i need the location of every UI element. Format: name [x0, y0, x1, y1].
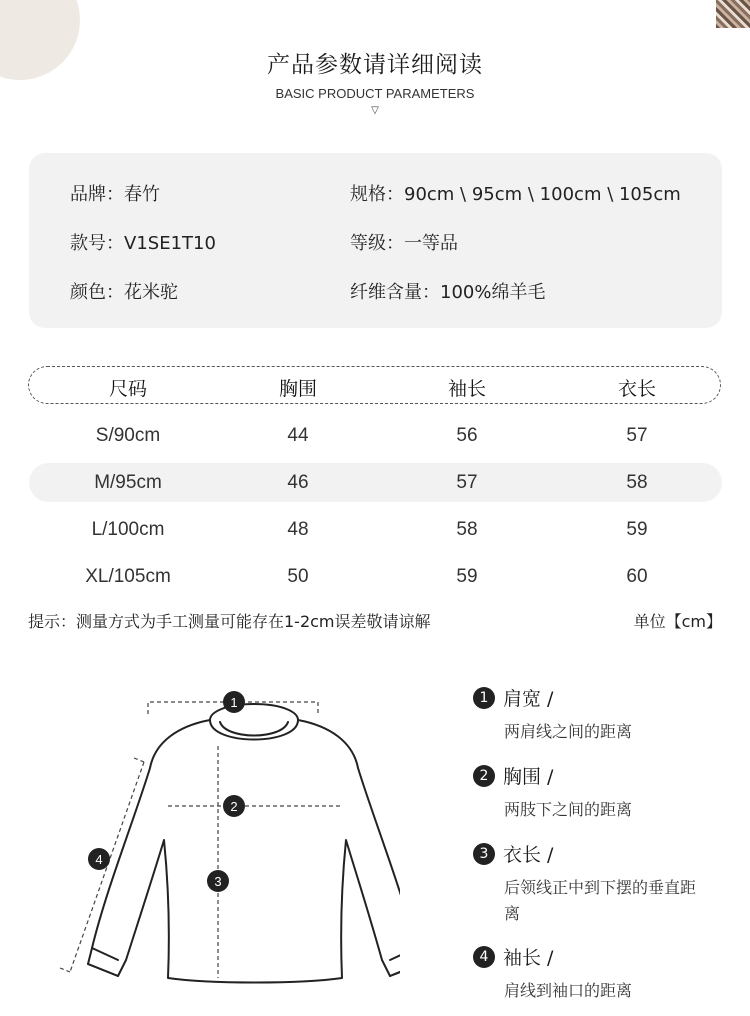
sweater-body-outline [88, 720, 400, 983]
param-model: 款号：V1SE1T10 [70, 233, 216, 254]
number-badge-icon: 1 [473, 687, 495, 709]
table-cell: 56 [456, 425, 478, 446]
svg-text:3: 3 [214, 874, 222, 889]
table-cell: 44 [287, 425, 309, 446]
param-brand: 品牌：春竹 [70, 184, 160, 205]
sweater-diagram [60, 680, 400, 1000]
left-cuff [88, 948, 118, 976]
legend-item-shoulder [473, 684, 699, 745]
table-cell: 59 [456, 566, 478, 587]
page-title: 产品参数请详细阅读 [267, 52, 483, 78]
table-cell: 50 [287, 566, 309, 587]
table-cell: 57 [456, 472, 478, 493]
svg-text:4: 4 [95, 852, 103, 867]
table-cell: 58 [626, 472, 648, 493]
svg-text:2: 2 [230, 799, 238, 814]
table-cell: 60 [626, 566, 648, 587]
table-cell: 59 [626, 519, 648, 540]
table-header-cell: 衣长 [617, 378, 656, 400]
table-cell: 58 [456, 519, 478, 540]
legend-description: 后领线正中到下摆的垂直距离 [504, 878, 697, 923]
table-header-cell: 胸围 [278, 378, 317, 400]
number-badge-icon: 3 [473, 843, 495, 865]
down-triangle-icon: ▽ [371, 105, 379, 116]
table-cell-size: XL/105cm [85, 566, 171, 587]
param-grade: 等级：一等品 [350, 233, 458, 254]
svg-text:1: 1 [230, 695, 238, 710]
page-subtitle: BASIC PRODUCT PARAMETERS [275, 86, 475, 101]
legend-item-chest [473, 762, 699, 823]
legend-title: 肩宽 / [503, 688, 554, 710]
table-cell-size: M/95cm [94, 472, 162, 493]
table-cell: 48 [287, 519, 309, 540]
number-badge-icon: 4 [473, 946, 495, 968]
legend-item-length [473, 840, 699, 927]
legend-item-sleeve [473, 943, 699, 1004]
parameter-panel [29, 153, 722, 328]
legend-description: 两肩线之间的距离 [504, 722, 633, 741]
unit-label: 单位【cm】 [633, 612, 722, 631]
table-header-cell: 袖长 [447, 378, 486, 400]
table-header-cell: 尺码 [108, 378, 147, 400]
legend-title: 胸围 / [503, 766, 554, 788]
sweater-neck [210, 704, 298, 740]
param-spec: 规格：90cm \ 95cm \ 100cm \ 105cm [350, 184, 681, 205]
measure-marker-3 [207, 870, 229, 892]
legend-description: 两肢下之间的距离 [504, 800, 633, 819]
table-cell-size: S/90cm [95, 425, 161, 446]
table-cell: 46 [287, 472, 309, 493]
legend-title: 袖长 / [503, 947, 554, 969]
param-fiber: 纤维含量：100%绵羊毛 [350, 282, 546, 303]
table-cell-size: L/100cm [91, 519, 165, 540]
param-color: 颜色：花米驼 [70, 282, 178, 303]
legend-title: 衣长 / [503, 844, 554, 866]
measure-marker-4 [88, 848, 110, 870]
measurement-note: 提示：测量方式为手工测量可能存在1-2cm误差敬请谅解 [28, 612, 431, 631]
measure-marker-2 [223, 795, 245, 817]
sweater-neck-rib [220, 722, 288, 736]
right-cuff [390, 948, 400, 976]
legend-description: 肩线到袖口的距离 [504, 981, 633, 1000]
measure-marker-1 [223, 691, 245, 713]
number-badge-icon: 2 [473, 765, 495, 787]
table-cell: 57 [626, 425, 648, 446]
fabric-swatch-decoration [716, 0, 750, 28]
